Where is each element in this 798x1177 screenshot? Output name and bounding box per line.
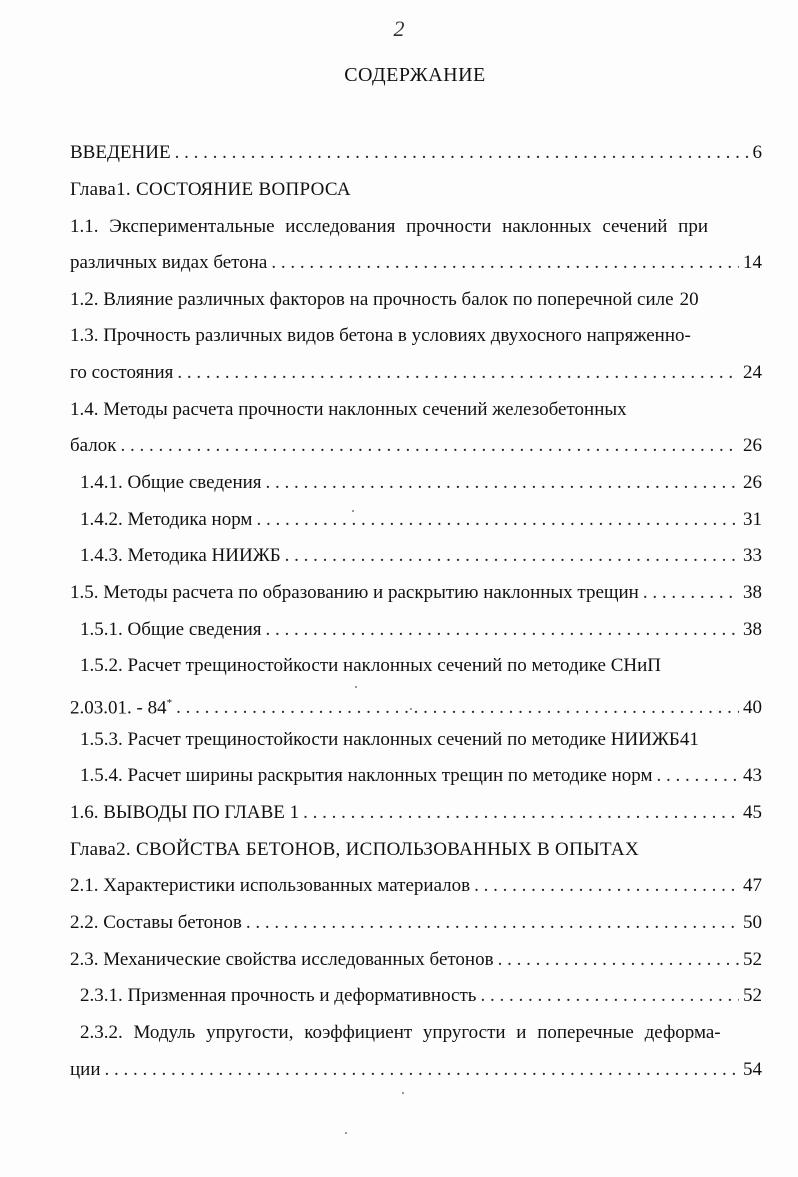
toc-page-number: 54	[743, 1059, 762, 1080]
toc-entry-1-5-2-line2[interactable]	[70, 690, 762, 719]
toc-leader-dots	[303, 800, 739, 826]
toc-page-number: 52	[743, 949, 762, 970]
toc-entry-1-2[interactable]	[70, 287, 762, 313]
toc-entry-title: балок	[70, 435, 117, 456]
toc-page-number: 24	[743, 362, 762, 383]
toc-entry-title: 1.5.4. Расчет ширины раскрытия наклонных трещин по методике норм	[80, 765, 653, 786]
toc-entry-title: 1.5.2. Расчет трещиностойкости наклонных сечений по методике СНиП	[80, 655, 662, 676]
scan-speck	[345, 1132, 347, 1134]
toc-entry-1-5-2-line1[interactable]	[80, 653, 762, 679]
scan-speck	[355, 686, 357, 688]
toc-page-number: 47	[743, 875, 762, 896]
toc-entry-title: 2.3. Механические свойства исследованных бетонов	[70, 949, 494, 970]
toc-entry-1-3-line1[interactable]	[70, 323, 762, 349]
toc-entry-2-3[interactable]	[70, 947, 762, 973]
toc-page-number: 45	[743, 802, 762, 823]
toc-entry-title: 1.4.1. Общие сведения	[80, 472, 262, 493]
toc-entry-1-5[interactable]	[70, 580, 762, 606]
toc-entry-1-5-4[interactable]	[80, 763, 762, 789]
toc-entry-1-6[interactable]	[70, 800, 762, 826]
toc-entry-1-5-1[interactable]	[80, 617, 762, 643]
toc-entry-title: 2.2. Составы бетонов	[70, 912, 242, 933]
toc-entry-1-4-1[interactable]	[80, 470, 762, 496]
toc-page-number: 43	[743, 765, 762, 786]
toc-leader-dots	[177, 360, 739, 386]
toc-entry-title: 2.3.1. Призменная прочность и деформативность	[80, 985, 477, 1006]
toc-chapter-title: Глава2. СВОЙСТВА БЕТОНОВ, ИСПОЛЬЗОВАННЫХ В ОПЫТАХ	[70, 839, 639, 860]
toc-entry-title: ВВЕДЕНИЕ	[70, 142, 171, 163]
toc-leader-dots	[256, 507, 739, 533]
toc-chapter-2[interactable]	[70, 837, 762, 863]
toc-leader-dots	[480, 983, 739, 1009]
toc-page-number: 26	[743, 472, 762, 493]
toc-entry-title: 1.5. Методы расчета по образованию и раскрытию наклонных трещин	[70, 582, 639, 603]
toc-chapter-1[interactable]	[70, 177, 762, 203]
toc-leader-dots	[656, 763, 739, 789]
page-number: 2	[393, 16, 405, 41]
toc-entry-1-4-3[interactable]	[80, 543, 762, 569]
toc-entry-title: 2.1. Характеристики использованных материалов	[70, 875, 471, 896]
toc-entry-title: 1.5.1. Общие сведения	[80, 619, 262, 640]
toc-leader-dots	[498, 947, 739, 973]
toc-entry-1-4-line2[interactable]	[70, 433, 762, 459]
toc-leader-dots	[474, 873, 739, 899]
toc-page-number: 31	[743, 509, 762, 530]
toc-leader-dots	[176, 695, 739, 721]
toc-page-number: 20	[679, 289, 699, 310]
toc-entry-introduction[interactable]	[70, 140, 762, 166]
toc-entry-title: 1.2. Влияние различных факторов на прочность балок по поперечной силе	[70, 289, 674, 310]
toc-leader-dots	[175, 140, 749, 166]
toc-entry-2-3-2-line1[interactable]	[80, 1020, 762, 1046]
toc-entry-title: 1.4.3. Методика НИИЖБ	[80, 545, 281, 566]
scan-speck	[410, 708, 412, 710]
asterisk-superscript: *	[166, 697, 173, 709]
toc-entry-title: 1.5.3. Расчет трещиностойкости наклонных сечений по методике НИИЖБ	[80, 729, 680, 750]
toc-page-number: 26	[743, 435, 762, 456]
toc-page-number: 38	[743, 582, 762, 603]
toc-entry-1-4-line1[interactable]	[70, 397, 762, 423]
toc-entry-2-2[interactable]	[70, 910, 762, 936]
toc-leader-dots	[120, 433, 739, 459]
toc-entry-1-1-line2[interactable]	[70, 250, 762, 276]
toc-entry-title: 2.3.2. Модуль упругости, коэффициент упругости и поперечные деформа-	[80, 1022, 721, 1043]
toc-page-number: 40	[743, 697, 762, 719]
toc-entry-title: ции	[70, 1059, 101, 1080]
toc-entry-title: 1.3. Прочность различных видов бетона в условиях двухосного напряженно-	[70, 325, 691, 346]
toc-entry-title: различных видах бетона	[70, 252, 268, 273]
toc-page-number: 50	[743, 912, 762, 933]
toc-entry-1-3-line2[interactable]	[70, 360, 762, 386]
toc-chapter-title: Глава1. СОСТОЯНИЕ ВОПРОСА	[70, 179, 351, 200]
toc-leader-dots	[643, 580, 739, 606]
page-title: СОДЕРЖАНИЕ	[344, 64, 486, 86]
toc-leader-dots	[266, 470, 739, 496]
toc-page-number: 33	[743, 545, 762, 566]
toc-entry-title	[70, 690, 172, 721]
toc-entry-1-1-line1[interactable]	[70, 214, 762, 240]
toc-page-number: 6	[752, 142, 762, 163]
toc-entry-1-4-2[interactable]	[80, 507, 762, 533]
toc-entry-2-3-1[interactable]	[80, 983, 762, 1009]
toc-page-number: 52	[743, 985, 762, 1006]
toc-page-number: 14	[743, 252, 762, 273]
toc-leader-dots	[266, 617, 739, 643]
toc-entry-title: 1.1. Экспериментальные исследования прочности наклонных сечений при	[70, 216, 709, 237]
toc-entry-title: го состояния	[70, 362, 174, 383]
toc-leader-dots	[271, 250, 739, 276]
toc-entry-code: 2.03.01. - 84	[70, 697, 167, 719]
scan-speck	[402, 1092, 404, 1094]
toc-leader-dots	[285, 543, 739, 569]
toc-page-number: 38	[743, 619, 762, 640]
toc-entry-1-5-3[interactable]	[80, 727, 762, 753]
toc-leader-dots	[105, 1057, 739, 1083]
toc-entry-2-1[interactable]	[70, 873, 762, 899]
toc-entry-title: 1.4.2. Методика норм	[80, 509, 253, 530]
toc-entry-2-3-2-line2[interactable]	[70, 1057, 762, 1083]
scan-speck	[352, 510, 354, 512]
toc-entry-title: 1.4. Методы расчета прочности наклонных сечений железобетонных	[70, 399, 627, 420]
toc-entry-title: 1.6. ВЫВОДЫ ПО ГЛАВЕ 1	[70, 802, 300, 823]
toc-page-number: 41	[679, 729, 699, 750]
toc-leader-dots	[246, 910, 739, 936]
